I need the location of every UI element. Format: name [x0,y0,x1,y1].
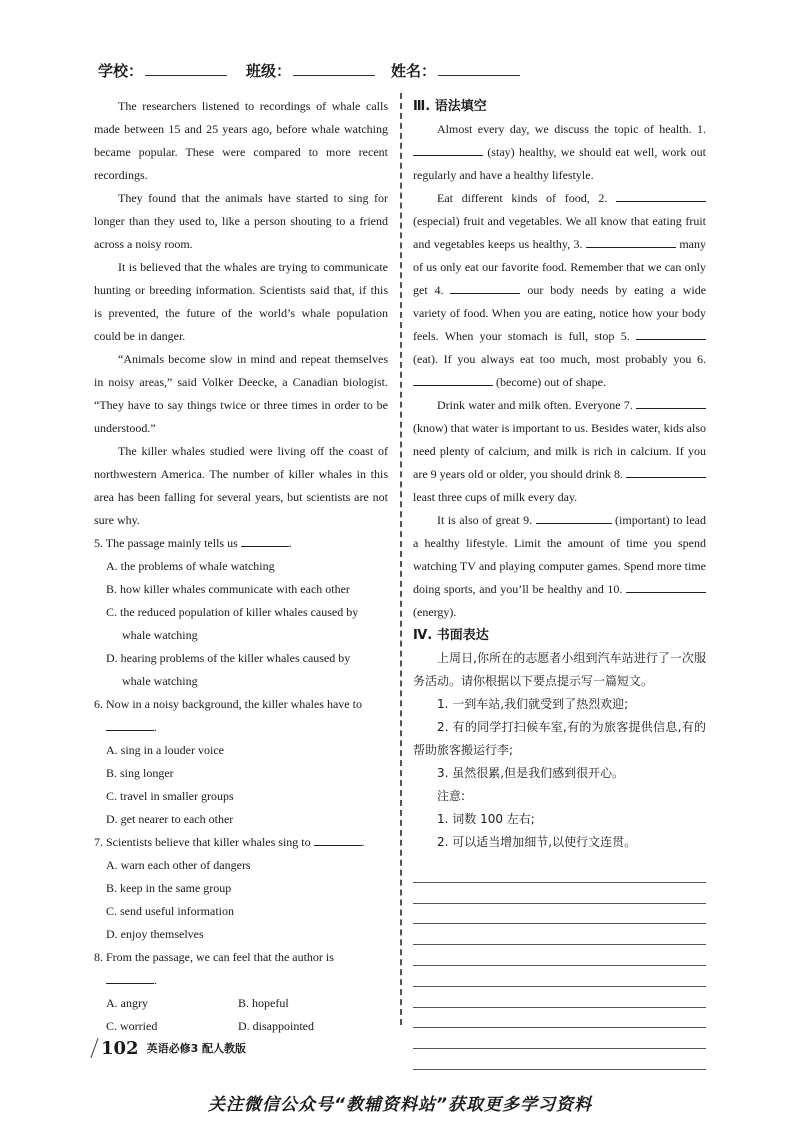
writing-note-label: 注意: [437,789,466,803]
q8-option-a[interactable]: A. angry [106,996,148,1010]
writing-point-1: 1. 一到车站,我们就受到了热烈欢迎; [437,697,629,711]
section-4-title: Ⅳ. 书面表达 [413,628,489,643]
grammar-blank-6[interactable] [413,371,493,386]
grammar-blank-4[interactable] [450,279,520,294]
writing-line[interactable] [413,1008,706,1029]
q7-option-d[interactable]: D. enjoy themselves [106,927,204,941]
q7-answer-blank[interactable] [314,831,362,846]
footer-slash-mark [90,1038,98,1058]
q7-option-b[interactable]: B. keep in the same group [106,881,232,895]
school-blank[interactable] [145,60,227,76]
question-7-stem: 7. Scientists believe that killer whales sing to . [94,831,388,854]
grammar-blank-9[interactable] [536,509,612,524]
writing-line[interactable] [413,904,706,925]
grammar-paragraph-4: It is also of great 9. (important) to lead a healthy lifestyle. Limit the amount of time you spend watching TV and playing computer games. Spend more time doing sports, and you’ll be healthy and 10. (energy). [413,509,706,624]
student-info-header [98,60,698,84]
grammar-blank-2[interactable] [616,187,706,202]
q5-option-a[interactable]: A. the problems of whale watching [106,559,275,573]
q8-option-c[interactable]: C. worried [106,1019,158,1033]
writing-line[interactable] [413,883,706,904]
q5-option-d-cont: whale watching [122,674,198,688]
right-column [413,95,706,1070]
q8-answer-line: . [94,969,388,992]
passage-paragraph: They found that the animals have started to sing for longer than they used to, like a person shouting to a friend across a noisy room. [94,191,388,251]
grammar-paragraph-2: Eat different kinds of food, 2. (especial) fruit and vegetables. We all know that eating fruit and vegetables keeps us healthy, 3. many of us only eat our favorite food. Remember that we can only get 4. our body needs by eating a wide variety of food. When you are eating, notice how your body feels. When your stomach is full, stop 5. (eat). If you always eat too much, most probably you 6. (become) out of shape. [413,187,706,394]
q5-option-c[interactable]: C. the reduced population of killer whales caused by [106,605,359,619]
writing-line[interactable] [413,945,706,966]
q8-options-row-1 [94,992,388,1015]
section-3-title: Ⅲ. 语法填空 [413,99,487,114]
q8-option-d[interactable]: D. disappointed [238,1019,314,1033]
column-divider [400,93,402,1025]
q7-option-c[interactable]: C. send useful information [106,904,234,918]
question-5-stem: 5. The passage mainly tells us . [94,532,388,555]
question-8-stem: 8. From the passage, we can feel that the author is [94,950,334,964]
q6-answer-blank[interactable] [106,716,154,731]
writing-area[interactable] [413,862,706,1070]
q8-option-b[interactable]: B. hopeful [238,996,289,1010]
passage-paragraph: The killer whales studied were living off the coast of northwestern America. The number of killer whales in this area has been falling for several years, but scientists are not sure why. [94,444,388,527]
q6-option-a[interactable]: A. sing in a louder voice [106,743,224,757]
class-field [246,60,375,81]
q6-option-b[interactable]: B. sing longer [106,766,174,780]
name-field [391,60,520,81]
grammar-blank-1[interactable] [413,141,483,156]
passage-paragraph: It is believed that the whales are trying to communicate hunting or breeding information. Scientists said that, if this is prevented, the future of the world’s whale population could be in danger. [94,260,388,343]
passage-paragraph: The researchers listened to recordings of whale calls made between 15 and 25 years ago, before whale watching became popular. These were compared to more recent recordings. [94,99,388,182]
grammar-paragraph-3: Drink water and milk often. Everyone 7. (know) that water is important to us. Besides water, kids also need plenty of calcium, and milk is rich in calcium. If you are 9 years old or older, you should drink 8. least three cups of milk every day. [413,394,706,509]
left-column [94,95,388,1038]
q8-options-row-2 [94,1015,388,1038]
q6-option-d[interactable]: D. get nearer to each other [106,812,234,826]
writing-point-3: 3. 虽然很累,但是我们感到很开心。 [437,766,625,780]
grammar-blank-5[interactable] [636,325,706,340]
writing-line[interactable] [413,1049,706,1070]
writing-point-2: 2. 有的同学打扫候车室,有的为旅客提供信息,有的帮助旅客搬运行李; [413,720,706,757]
promo-banner: 关注微信公众号“教辅资料站”获取更多学习资料 [208,1095,592,1115]
school-field [98,60,227,81]
writing-line[interactable] [413,862,706,883]
q8-answer-blank[interactable] [106,969,154,984]
q6-answer-line: . [94,716,388,739]
grammar-blank-8[interactable] [626,463,706,478]
class-label: 班级： [246,62,292,80]
writing-line[interactable] [413,924,706,945]
page-number: 102 [101,1037,139,1059]
writing-note-2: 2. 可以适当增加细节,以使行文连贯。 [437,835,637,849]
grammar-blank-3[interactable] [586,233,676,248]
grammar-blank-7[interactable] [636,394,706,409]
q5-option-d[interactable]: D. hearing problems of the killer whales caused by [106,651,351,665]
writing-note-1: 1. 词数 100 左右; [437,812,535,826]
question-6-stem: 6. Now in a noisy background, the killer whales have to [94,697,362,711]
writing-line[interactable] [413,966,706,987]
q5-answer-blank[interactable] [241,532,289,547]
q5-option-c-cont: whale watching [122,628,198,642]
passage-paragraph: “Animals become slow in mind and repeat themselves in noisy areas,” said Volker Deecke, a Canadian biologist. “They have to say things twice or three times in order to be understood.” [94,352,388,435]
q7-option-a[interactable]: A. warn each other of dangers [106,858,251,872]
q5-option-b[interactable]: B. how killer whales communicate with each other [106,582,350,596]
grammar-blank-10[interactable] [626,578,706,593]
name-label: 姓名： [391,62,437,80]
name-blank[interactable] [438,60,520,76]
book-title: 英语必修3 配人教版 [146,1042,247,1055]
writing-line[interactable] [413,1028,706,1049]
writing-line[interactable] [413,987,706,1008]
q6-option-c[interactable]: C. travel in smaller groups [106,789,234,803]
school-label: 学校： [98,62,144,80]
writing-intro: 上周日,你所在的志愿者小组到汽车站进行了一次服务活动。请你根据以下要点提示写一篇短文。 [413,651,706,688]
page-footer [94,1036,246,1060]
class-blank[interactable] [293,60,375,76]
grammar-paragraph-1: Almost every day, we discuss the topic of health. 1. (stay) healthy, we should eat well, work out regularly and have a healthy lifestyle. [413,122,706,182]
